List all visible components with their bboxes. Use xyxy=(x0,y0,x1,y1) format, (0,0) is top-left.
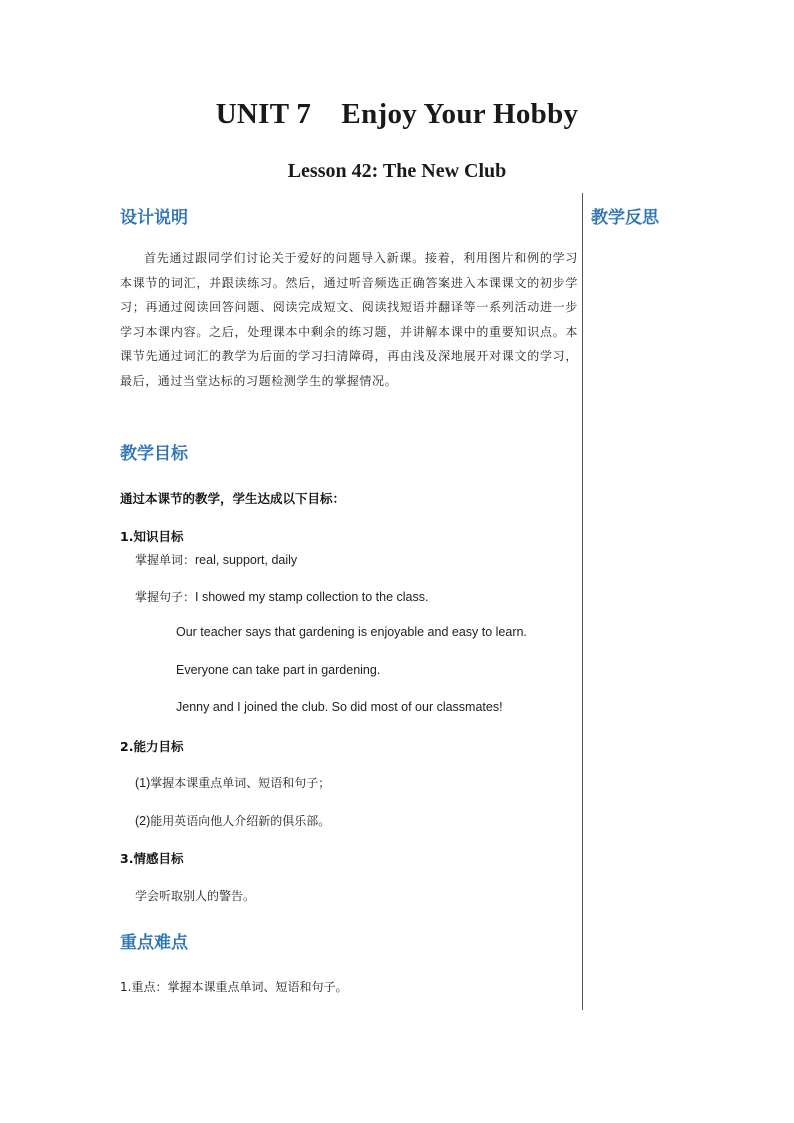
objectives-heading: 教学目标 xyxy=(120,444,188,464)
design-heading: 设计说明 xyxy=(120,208,188,228)
sentence-3: Everyone can take part in gardening. xyxy=(176,663,381,677)
emotion-item: 学会听取别人的警告。 xyxy=(135,889,256,903)
sentence-4: Jenny and I joined the club. So did most of our classmates! xyxy=(176,700,503,714)
key-points-heading: 重点难点 xyxy=(120,933,188,953)
emotion-title: 3.情感目标 xyxy=(120,851,184,866)
ability-item-1-num: (1) xyxy=(135,776,151,790)
ability-title: 2.能力目标 xyxy=(120,739,184,754)
unit-title: UNIT 7 Enjoy Your Hobby xyxy=(215,98,579,130)
column-divider xyxy=(582,193,583,1010)
words-line xyxy=(135,551,297,568)
ability-item-2 xyxy=(135,812,330,829)
key-point-1 xyxy=(120,978,347,995)
ability-item-1 xyxy=(135,774,330,791)
ability-item-2-num: (2) xyxy=(135,814,151,828)
knowledge-title: 1.知识目标 xyxy=(120,529,184,544)
sentences-line xyxy=(135,588,428,605)
sentence-2: Our teacher says that gardening is enjoyable and easy to learn. xyxy=(176,625,527,639)
words-label: 掌握单词： xyxy=(135,553,196,567)
lesson-title: Lesson 42: The New Club xyxy=(287,160,507,182)
ability-item-2-text: 能用英语向他人介绍新的俱乐部。 xyxy=(150,814,331,828)
words-value: real, support, daily xyxy=(195,553,298,567)
ability-item-1-text: 掌握本课重点单词、短语和句子； xyxy=(150,776,331,790)
sentence-1: I showed my stamp collection to the class. xyxy=(195,590,429,604)
objectives-intro: 通过本课节的教学，学生达成以下目标： xyxy=(120,491,346,506)
design-paragraph: 首先通过跟同学们讨论关于爱好的问题导入新课。接着，利用图片和例的学习本课节的词汇，并跟读练习。然后，通过听音频选正确答案进入本课课文的初步学习；再通过阅读回答问题、阅读完成短文、阅读找短语并翻译等一系列活动进一步学习本课内容。之后，处理课本中剩余的练习题，并讲解本课中的重要知识点。本课节先通过词汇的教学为后面的学习扫清障碍，再由浅及深地展开对课文的学习，最后，通过当堂达标的习题检测学生的掌握情况。 xyxy=(120,251,578,388)
key-point-1-text: 掌握本课重点单词、短语和句子。 xyxy=(167,980,348,994)
reflection-heading: 教学反思 xyxy=(591,208,659,228)
sentences-label: 掌握句子： xyxy=(135,590,196,604)
key-point-1-label: 1.重点： xyxy=(120,980,168,994)
